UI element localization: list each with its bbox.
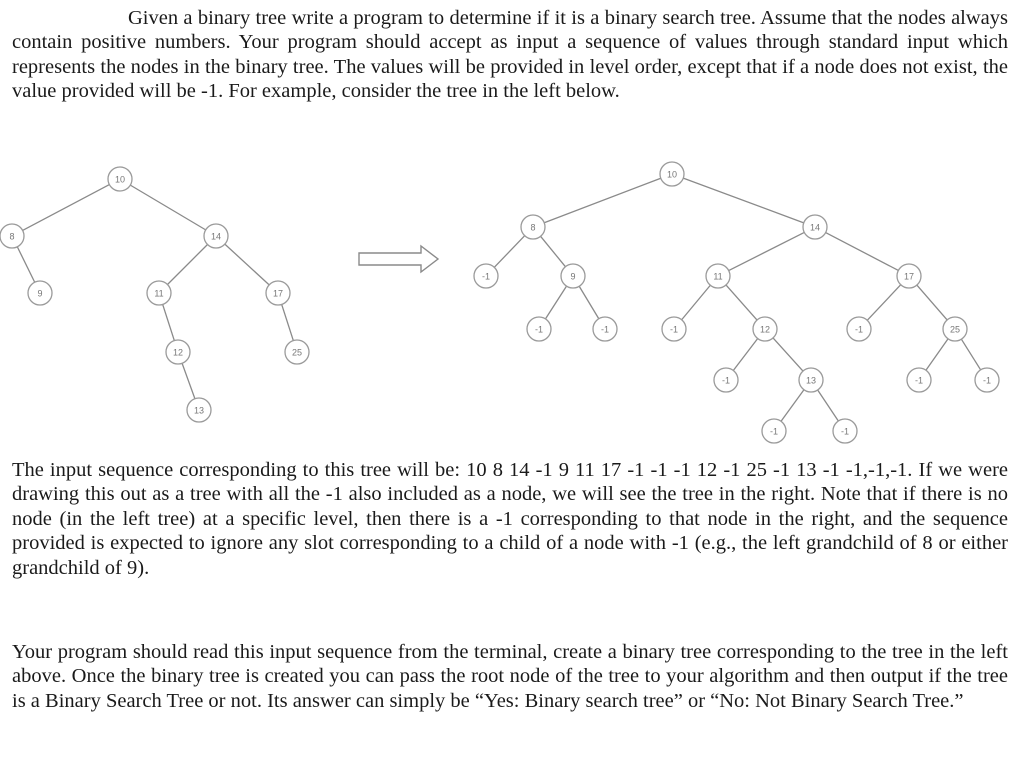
left-tree-node-label: 25 (291, 347, 303, 358)
right-tree-edge (726, 285, 757, 320)
right-tree-edge (818, 390, 839, 421)
right-tree-node-label: -1 (914, 375, 924, 386)
right-tree-node-label: -1 (481, 271, 491, 282)
left-tree-node-label: 9 (37, 288, 43, 299)
right-tree-node-label: -1 (769, 426, 779, 437)
right-tree (474, 162, 999, 443)
right-tree-node-label: 9 (570, 271, 576, 282)
right-tree-edge (826, 233, 899, 271)
right-tree-edge (541, 236, 566, 266)
left-tree-edge (130, 185, 205, 230)
right-tree-node-label: 11 (713, 271, 723, 282)
right-tree-node-label: -1 (534, 324, 544, 335)
right-tree-node-label: -1 (982, 375, 992, 386)
right-tree-node-label: -1 (669, 324, 679, 335)
intro-paragraph: Given a binary tree write a program to determine if it is a binary search tree. Assume that the nodes always contain positive numbers. Your program should accept as input a sequence of values through standard input which represents the nodes in the binary tree. The values will be provided in level order, except that if a node does not exist, the value provided will be -1. For example, consider the tree in the left below. (12, 7, 1008, 103)
right-tree-node-label: 14 (809, 222, 821, 233)
left-tree-edge (23, 185, 110, 231)
right-tree-node-label: 13 (805, 375, 817, 386)
left-tree-node-label: 11 (154, 288, 164, 299)
left-tree-edge (167, 244, 207, 284)
task-paragraph: Your program should read this input sequence from the terminal, create a binary tree corresponding to the tree in the left above. Once the binary tree is created you can pass the root node of the tree to your algorithm and then output if the tree is a Binary Search Tree or not. Its answer can simply be “Yes: Binary search tree” or “No: Not Binary Search Tree.” (12, 641, 1008, 712)
left-tree-node-label: 13 (193, 405, 205, 416)
right-tree-edge (729, 232, 805, 270)
right-tree-edge (867, 285, 901, 321)
explanation-paragraph: The input sequence corresponding to this tree will be: 10 8 14 -1 9 11 17 -1 -1 -1 12 -1 25 -1 13 -1 -1,-1,-1. If we were drawing this out as a tree with all the -1 also included as a node, we will see the tree in the right. Note that if there is no node (in the left tree) at a specific level, then there is a -1 corresponding to that node in the right, and the sequence provided is expected to ignore any slot corresponding to a child of a node with -1 (e.g., the left grandchild of 8 or either grandchild of 9). (12, 459, 1008, 579)
right-tree-node-label: 25 (949, 324, 961, 335)
right-tree-edge (545, 286, 566, 319)
right-tree-node-label: 10 (666, 169, 678, 180)
right-tree-node-label: 17 (903, 271, 915, 282)
right-tree-edge (544, 178, 661, 222)
left-tree-node-label: 12 (172, 347, 184, 358)
right-tree-node-label: 12 (759, 324, 771, 335)
right-tree-edge (733, 339, 757, 371)
right-tree-node-label: -1 (854, 324, 864, 335)
right-tree-edge (494, 236, 524, 268)
left-tree-edge (163, 304, 175, 340)
right-arrow-icon (359, 246, 438, 272)
right-tree-edge (579, 286, 599, 318)
left-tree-node-label: 17 (272, 288, 284, 299)
right-tree-node-label: 8 (530, 222, 536, 233)
left-tree-node-label: 10 (114, 174, 126, 185)
left-tree-node-label: 14 (210, 231, 222, 242)
left-tree-edge (225, 244, 269, 285)
right-tree-edge (683, 178, 803, 223)
right-tree-edge (682, 285, 711, 320)
right-tree-edge (917, 285, 947, 320)
right-tree-node-label: -1 (840, 426, 850, 437)
left-tree-edge (182, 363, 195, 398)
left-tree-edge (17, 247, 34, 282)
left-tree-node-label: 8 (9, 231, 15, 242)
right-tree-edge (926, 339, 948, 370)
left-tree-edge (282, 304, 294, 340)
right-tree-node-label: -1 (721, 375, 731, 386)
right-tree-edge (961, 339, 980, 370)
left-tree (0, 167, 309, 422)
right-tree-edge (773, 338, 803, 371)
right-tree-node-label: -1 (600, 324, 610, 335)
right-tree-edge (781, 390, 804, 422)
